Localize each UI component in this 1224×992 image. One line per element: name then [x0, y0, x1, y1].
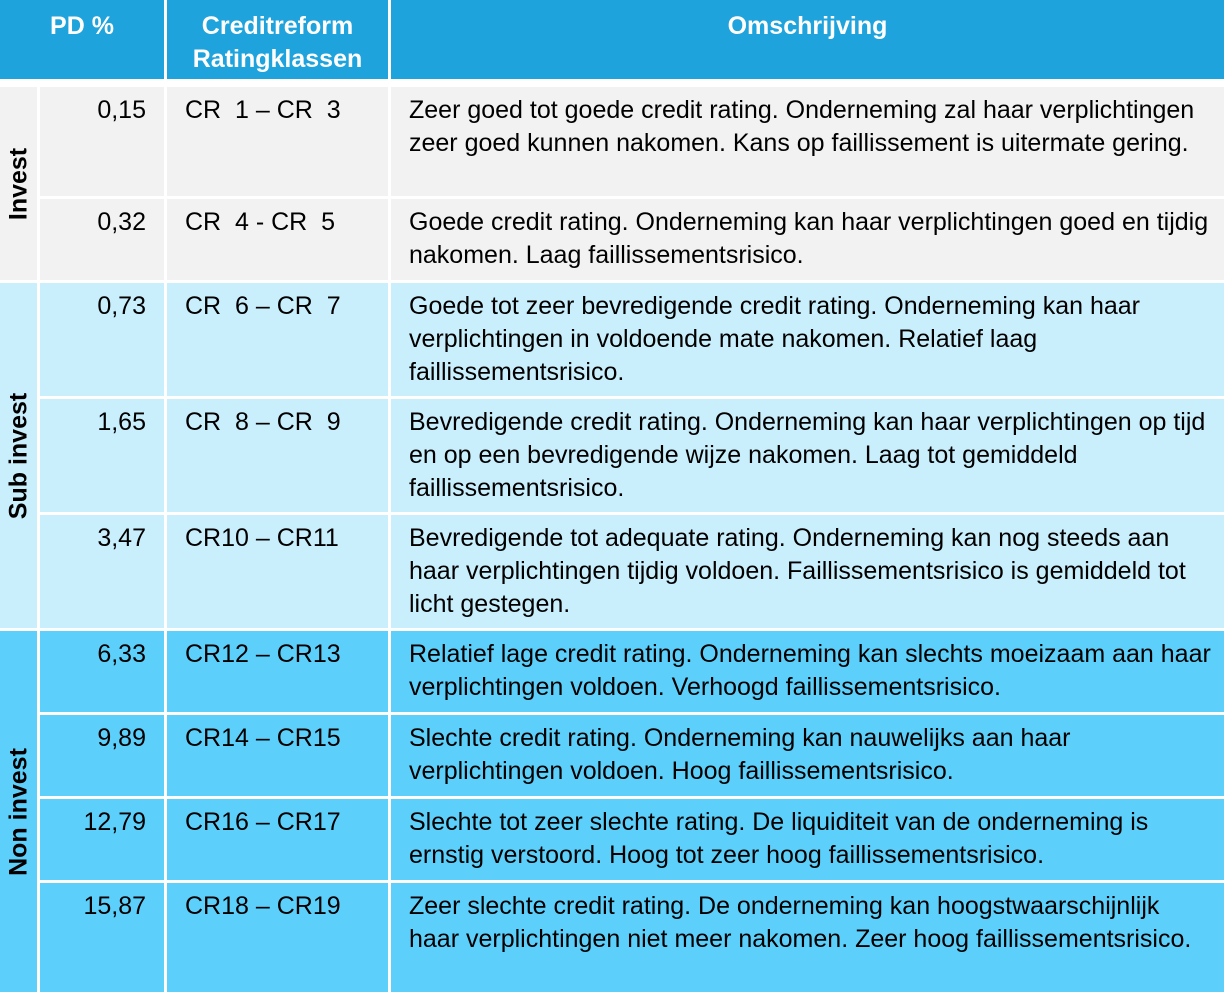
- group-label-invest: Invest: [4, 147, 32, 220]
- rating-class-cell: CR 8 – CR 9: [167, 399, 388, 512]
- group-invest: [0, 87, 37, 280]
- rating-class-cell: CR18 – CR19: [167, 883, 388, 992]
- pd-cell: 6,33: [40, 631, 164, 712]
- rating-class-cell: CR12 – CR13: [167, 631, 388, 712]
- group-non-invest: [0, 631, 37, 992]
- header-desc: [391, 0, 1224, 79]
- description-cell: Zeer goed tot goede credit rating. Onderneming zal haar verplichtingen zeer goed kunnen nakomen. Kans op faillissement is uitermate gering.: [391, 87, 1224, 196]
- header-pd-label: PD %: [50, 12, 114, 40]
- description-cell: Goede tot zeer bevredigende credit rating. Onderneming kan haar verplichtingen in voldoende mate nakomen. Relatief laag faillissementsrisico.: [391, 283, 1224, 396]
- pd-cell: 15,87: [40, 883, 164, 992]
- rating-class-cell: CR 6 – CR 7: [167, 283, 388, 396]
- pd-cell: 1,65: [40, 399, 164, 512]
- pd-cell: 0,15: [40, 87, 164, 196]
- header-desc-label: Omschrijving: [727, 12, 888, 40]
- pd-cell: 12,79: [40, 799, 164, 880]
- description-cell: Bevredigende credit rating. Onderneming kan haar verplichtingen op tijd en op een bevredigende wijze nakomen. Laag tot gemiddeld faillissementsrisico.: [391, 399, 1224, 512]
- header-rating-line1: Creditreform: [201, 12, 354, 40]
- header-rating-line2: Ratingklassen: [192, 45, 363, 73]
- pd-cell: 9,89: [40, 715, 164, 796]
- pd-cell: 0,32: [40, 199, 164, 280]
- header-rating: [167, 0, 388, 79]
- pd-cell: 3,47: [40, 515, 164, 628]
- description-cell: Slechte credit rating. Onderneming kan nauwelijks aan haar verplichtingen voldoen. Hoog faillissementsrisico.: [391, 715, 1224, 796]
- rating-class-cell: CR 1 – CR 3: [167, 87, 388, 196]
- rating-class-cell: CR14 – CR15: [167, 715, 388, 796]
- group-label-sub-invest: Sub invest: [4, 392, 32, 519]
- header-pd: [0, 0, 164, 79]
- description-cell: Bevredigende tot adequate rating. Onderneming kan nog steeds aan haar verplichtingen tijdig voldoen. Faillissementsrisico is gemiddeld tot licht gestegen.: [391, 515, 1224, 628]
- rating-class-cell: CR16 – CR17: [167, 799, 388, 880]
- group-sub-invest: [0, 283, 37, 628]
- description-cell: Goede credit rating. Onderneming kan haar verplichtingen goed en tijdig nakomen. Laag faillissementsrisico.: [391, 199, 1224, 280]
- description-cell: Slechte tot zeer slechte rating. De liquiditeit van de onderneming is ernstig verstoord. Hoog tot zeer hoog faillissementsrisico.: [391, 799, 1224, 880]
- description-cell: Relatief lage credit rating. Onderneming kan slechts moeizaam aan haar verplichtingen voldoen. Verhoogd faillissementsrisico.: [391, 631, 1224, 712]
- pd-cell: 0,73: [40, 283, 164, 396]
- group-label-non-invest: Non invest: [4, 747, 32, 876]
- rating-class-cell: CR 4 - CR 5: [167, 199, 388, 280]
- rating-class-cell: CR10 – CR11: [167, 515, 388, 628]
- description-cell: Zeer slechte credit rating. De onderneming kan hoogstwaarschijnlijk haar verplichtingen niet meer nakomen. Zeer hoog faillissementsrisico.: [391, 883, 1224, 992]
